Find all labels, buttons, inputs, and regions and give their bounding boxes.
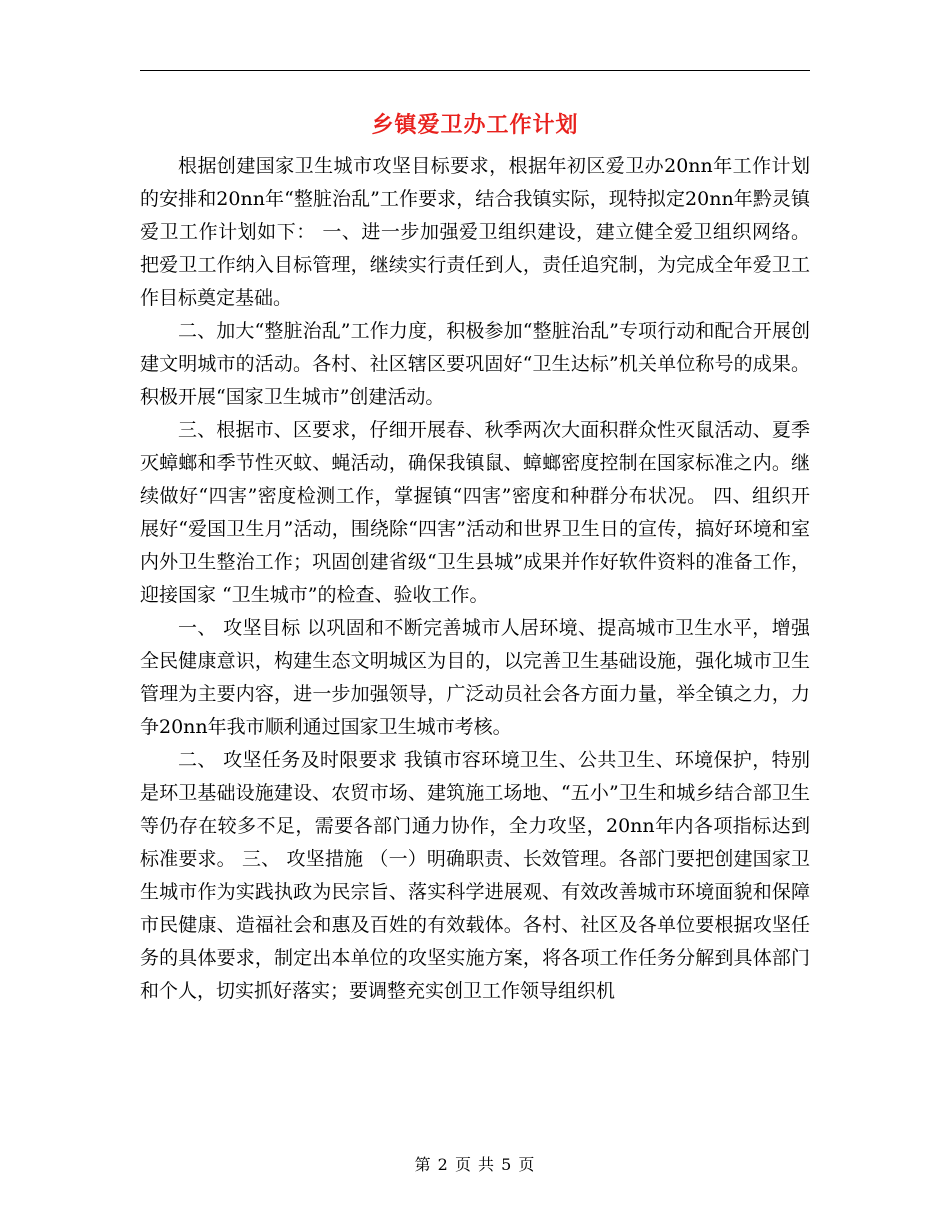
page-number-footer: 第 2 页 共 5 页	[414, 1155, 536, 1174]
document-title: 乡镇爱卫办工作计划	[371, 112, 579, 138]
paragraph-5: 二、 攻坚任务及时限要求 我镇市容环境卫生、公共卫生、环境保护，特别是环卫基础设施建设、农贸市场、建筑施工场地、“五小”卫生和城乡结合部卫生等仍存在较多不足，需要各部门通力协作，全力攻坚，20nn年内各项指标达到标准要求。 三、 攻坚措施 （一）明确职责、长效管理。各部门要把创建国家卫生城市作为实践执政为民宗旨、落实科学进展观、有效改善城市环境面貌和保障市民健康、造福社会和惠及百姓的有效载体。各村、社区及各单位要根据攻坚任务的具体要求，制定出本单位的攻坚实施方案，将各项工作任务分解到具体部门和个人，切实抓好落实；要调整充实创卫工作领导组织机	[140, 749, 810, 1002]
paragraph-4: 一、 攻坚目标 以巩固和不断完善城市人居环境、提高城市卫生水平，增强全民健康意识，构建生态文明城区为目的，以完善卫生基础设施，强化城市卫生管理为主要内容，进一步加强领导，广泛动员社会各方面力量，举全镇之力，力争20nn年我市顺利通过国家卫生城市考核。	[140, 617, 810, 738]
paragraph-3: 三、根据市、区要求，仔细开展春、秋季两次大面积群众性灭鼠活动、夏季灭蟑螂和季节性灭蚊、蝇活动，确保我镇鼠、蟑螂密度控制在国家标准之内。继续做好“四害”密度检测工作，掌握镇“四害”密度和种群分布状况。 四、组织开展好“爱国卫生月”活动，围绕除“四害”活动和世界卫生日的宣传，搞好环境和室内外卫生整治工作；巩固创建省级“卫生县城”成果并作好软件资料的准备工作，迎接国家 “卫生城市”的检查、验收工作。	[140, 419, 810, 606]
header-rule	[140, 70, 810, 71]
paragraph-1: 根据创建国家卫生城市攻坚目标要求，根据年初区爱卫办20nn年工作计划的安排和20nn年“整脏治乱”工作要求，结合我镇实际，现特拟定20nn年黔灵镇爱卫工作计划如下： 一、进一步加强爱卫组织建设，建立健全爱卫组织网络。把爱卫工作纳入目标管理，继续实行责任到人，责任追究制，为完成全年爱卫工作目标奠定基础。	[140, 155, 810, 309]
paragraph-2: 二、加大“整脏治乱”工作力度，积极参加“整脏治乱”专项行动和配合开展创建文明城市的活动。各村、社区辖区要巩固好“卫生达标”机关单位称号的成果。积极开展“国家卫生城市”创建活动。	[140, 320, 810, 408]
document-body	[140, 150, 810, 1008]
